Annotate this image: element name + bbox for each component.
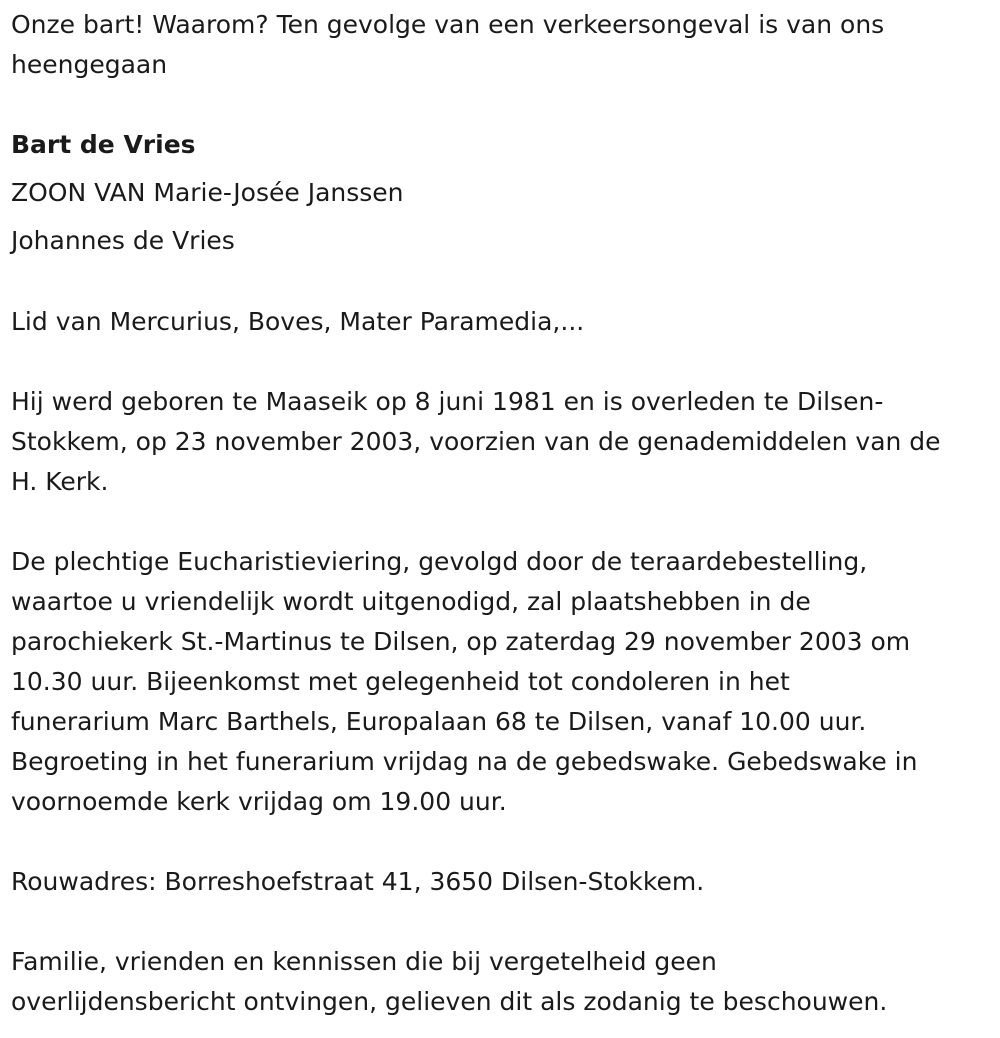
birth-death-line: Hij werd geboren te Maaseik op 8 juni 1981 en is overleden te Dilsen- [11,387,884,416]
closing-line: overlijdensbericht ontvingen, gelieven dit als zodanig te beschouwen. [11,987,888,1016]
ceremony-line: parochiekerk St.-Martinus te Dilsen, op zaterdag 29 november 2003 om [11,627,911,656]
ceremony-line: voornoemde kerk vrijdag om 19.00 uur. [11,787,507,816]
mourning-address: Rouwadres: Borreshoefstraat 41, 3650 Dilsen-Stokkem. [11,867,705,896]
deceased-name: Bart de Vries [11,130,196,159]
intro-line: heengegaan [11,50,168,79]
birth-death-line: H. Kerk. [11,467,109,496]
membership-line: Lid van Mercurius, Boves, Mater Paramedia,... [11,307,585,336]
ceremony-line: 10.30 uur. Bijeenkomst met gelegenheid tot condoleren in het [11,667,790,696]
parent-line: Johannes de Vries [11,226,235,255]
parent-line: ZOON VAN Marie-Josée Janssen [11,178,404,207]
closing-line: Familie, vrienden en kennissen die bij vergetelheid geen [11,947,717,976]
ceremony-line: De plechtige Eucharistieviering, gevolgd door de teraardebestelling, [11,547,868,576]
ceremony-line: Begroeting in het funerarium vrijdag na de gebedswake. Gebedswake in [11,747,918,776]
intro-line: Onze bart! Waarom? Ten gevolge van een verkeersongeval is van ons [11,10,885,39]
ceremony-line: funerarium Marc Barthels, Europalaan 68 te Dilsen, vanaf 10.00 uur. [11,707,867,736]
birth-death-line: Stokkem, op 23 november 2003, voorzien van de genademiddelen van de [11,427,941,456]
ceremony-line: waartoe u vriendelijk wordt uitgenodigd, zal plaatshebben in de [11,587,811,616]
